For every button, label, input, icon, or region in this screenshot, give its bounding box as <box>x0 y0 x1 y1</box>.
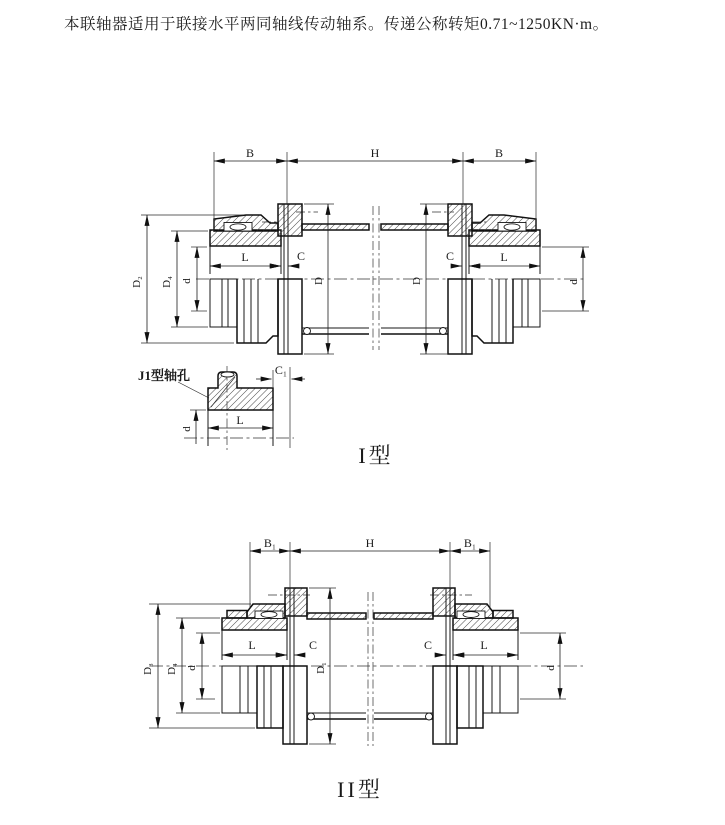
fig2-left-flange-section <box>285 588 307 616</box>
dim-label-d-small-right: d <box>568 279 580 285</box>
fig1-right-hub-outline <box>513 279 540 327</box>
fig1-right-tube-section <box>381 224 448 230</box>
fig1-right-hub-section <box>469 230 540 246</box>
fig1-caption: I型 <box>358 443 394 468</box>
fig2-right-endplate-section <box>493 611 513 619</box>
dim-label-l-right: L <box>500 250 508 264</box>
fig2-outline-lower <box>222 666 518 744</box>
fig2-right-tube-section <box>374 613 433 619</box>
fig1-left-tube-section <box>302 224 369 230</box>
j1-hub-section <box>208 372 273 410</box>
j1-plug-cap <box>221 372 234 377</box>
fig1-right-flange-section <box>448 204 472 236</box>
dim-label-detail-d: d <box>181 426 193 432</box>
fig2-hub-bore-faces <box>222 630 518 660</box>
description-text: 本联轴器适用于联接水平两同轴线传动轴系。传递公称转矩0.71~1250KN·m。 <box>64 16 609 33</box>
dim-label-h2: H <box>365 536 375 550</box>
j1-detail-label: J1型轴孔 <box>138 368 191 383</box>
fig1-left-hub-outline <box>210 279 237 327</box>
j1-leader-line <box>178 382 209 398</box>
fig1-left-lube-plug <box>304 328 311 335</box>
fig2-left-flange-outline <box>283 666 307 744</box>
fig2-left-endplate-section <box>227 611 247 619</box>
fig1-left-flange-outline <box>278 279 302 354</box>
fig2-right-flange-section <box>433 588 455 616</box>
dim-label-b1-right: B₁ <box>463 536 477 550</box>
dim-label-c-right: C <box>445 249 455 263</box>
fig2-left-lube-plug <box>308 713 315 720</box>
fig2-left-sleeve-outline <box>257 666 283 728</box>
fig2-left-gear-crown <box>261 612 277 618</box>
dim-label-dia-left: D <box>313 277 325 285</box>
dim-label-c1: C₁ <box>274 363 288 377</box>
fig1-right-lube-plug <box>440 328 447 335</box>
fig2-left-hub-section <box>222 618 287 630</box>
dim-label-detail-l: L <box>236 413 244 427</box>
dim-label-d2: D₂ <box>131 276 143 288</box>
dim-label-b1-left: B₁ <box>263 536 277 550</box>
dim-label-d3: D₃ <box>142 663 154 675</box>
dim-label-c-left-fig2: C <box>308 638 318 652</box>
fig1-hub-bore-faces <box>210 246 540 274</box>
dim-label-dia-right: D <box>411 277 423 285</box>
fig2-right-sleeve-outline <box>457 666 483 728</box>
fig1-left-gear-crown <box>230 224 246 230</box>
fig2-right-gear-crown <box>463 612 479 618</box>
fig2-right-lube-plug <box>426 713 433 720</box>
dim-label-l-right-fig2: L <box>480 638 488 652</box>
fig1-j1-bore-detail <box>138 363 305 450</box>
dim-label-b-right: B <box>494 146 504 160</box>
fig1-right-gear-crown <box>504 224 520 230</box>
dim-label-d-small-left: d <box>181 278 193 284</box>
fig1-left-flange-section <box>278 204 302 236</box>
dim-label-h: H <box>370 146 380 160</box>
dim-label-d4-fig2: D₄ <box>166 663 178 675</box>
dim-label-l-left: L <box>241 250 249 264</box>
dim-label-c-right-fig2: C <box>423 638 433 652</box>
fig2-right-hub-section <box>453 618 518 630</box>
dim-label-d4: D₄ <box>161 276 173 288</box>
dim-label-d1: D₁ <box>315 662 327 674</box>
fig1-left-hub-section <box>210 230 281 246</box>
dim-label-b-left: B <box>245 146 255 160</box>
fig1-right-flange-outline <box>448 279 472 354</box>
fig1-dimensions <box>131 146 589 354</box>
fig1-type1-coupling-view <box>131 146 589 468</box>
dim-label-l-left-fig2: L <box>248 638 256 652</box>
fig2-caption: II型 <box>337 777 383 802</box>
dim-label-c-left: C <box>296 249 306 263</box>
dim-label-d-small-right-fig2: d <box>545 665 557 671</box>
fig2-type2-coupling-view <box>142 536 583 802</box>
fig2-left-tube-section <box>307 613 366 619</box>
dim-label-d-small-left-fig2: d <box>186 665 198 671</box>
fig1-outline-lower <box>210 279 540 354</box>
fig2-right-flange-outline <box>433 666 457 744</box>
